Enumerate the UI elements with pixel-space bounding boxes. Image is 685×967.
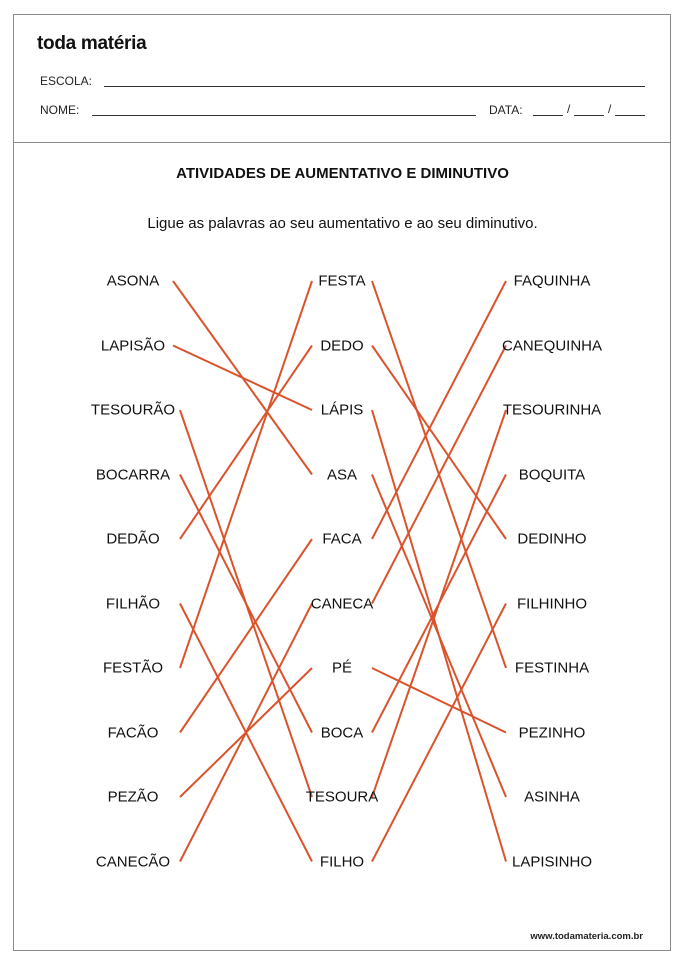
base-word[interactable]: DEDO (320, 337, 364, 354)
diminutivo-word[interactable]: TESOURINHA (502, 401, 602, 419)
diminutivo-word[interactable]: LAPISINHO (511, 853, 593, 870)
diminutivo-word[interactable]: DEDINHO (517, 530, 587, 548)
diminutivo-word[interactable]: PEZINHO (518, 724, 586, 741)
base-word[interactable]: ASA (326, 466, 357, 483)
footer-url: www.todamateria.com.br (530, 931, 643, 942)
base-word[interactable]: BOCA (320, 724, 364, 741)
aumentativo-word[interactable]: DEDÃO (106, 530, 160, 548)
aumentativo-word[interactable]: BOCARRA (95, 466, 171, 483)
connection-line (372, 475, 506, 798)
aumentativo-word[interactable]: TESOURÃO (90, 401, 176, 419)
base-word[interactable]: FESTA (318, 272, 366, 290)
diminutivo-word[interactable]: CANEQUINHA (501, 337, 602, 354)
date-label: DATA: (489, 103, 523, 117)
aumentativo-word[interactable]: CANECÃO (95, 853, 171, 870)
aumentativo-word[interactable]: LAPISÃO (100, 337, 166, 354)
base-word[interactable]: CANECA (310, 595, 374, 612)
aumentativo-word[interactable]: PEZÃO (107, 788, 159, 806)
aumentativo-word[interactable]: ASONA (106, 272, 160, 290)
school-label: ESCOLA: (40, 74, 93, 88)
base-word[interactable]: FACA (322, 530, 362, 548)
diminutivo-word[interactable]: FILHINHO (516, 595, 587, 612)
aumentativo-word[interactable]: FILHÃO (105, 595, 161, 612)
date-separator: / (608, 102, 612, 116)
brand-logo: toda matéria (37, 33, 147, 54)
diminutivo-word[interactable]: ASINHA (524, 788, 580, 806)
base-word[interactable]: LÁPIS (320, 401, 364, 419)
base-word[interactable]: TESOURA (305, 788, 379, 806)
diminutivo-word[interactable]: FAQUINHA (513, 272, 591, 290)
base-word[interactable]: PÉ (331, 659, 352, 677)
diminutivo-word[interactable]: FESTINHA (514, 659, 590, 677)
name-label: NOME: (40, 103, 80, 117)
diminutivo-word[interactable]: BOQUITA (518, 466, 586, 483)
aumentativo-word[interactable]: FACÃO (107, 724, 159, 741)
date-separator: / (567, 102, 571, 116)
aumentativo-word[interactable]: FESTÃO (102, 659, 163, 677)
instruction-text: Ligue as palavras ao seu aumentativo e ao seu diminutivo. (147, 215, 538, 232)
page-title: ATIVIDADES DE AUMENTATIVO E DIMINUTIVO (176, 165, 509, 182)
connection-line (372, 668, 506, 733)
connection-line (372, 346, 506, 540)
connection-line (180, 539, 312, 733)
base-word[interactable]: FILHO (319, 853, 365, 870)
connection-line (180, 346, 312, 540)
